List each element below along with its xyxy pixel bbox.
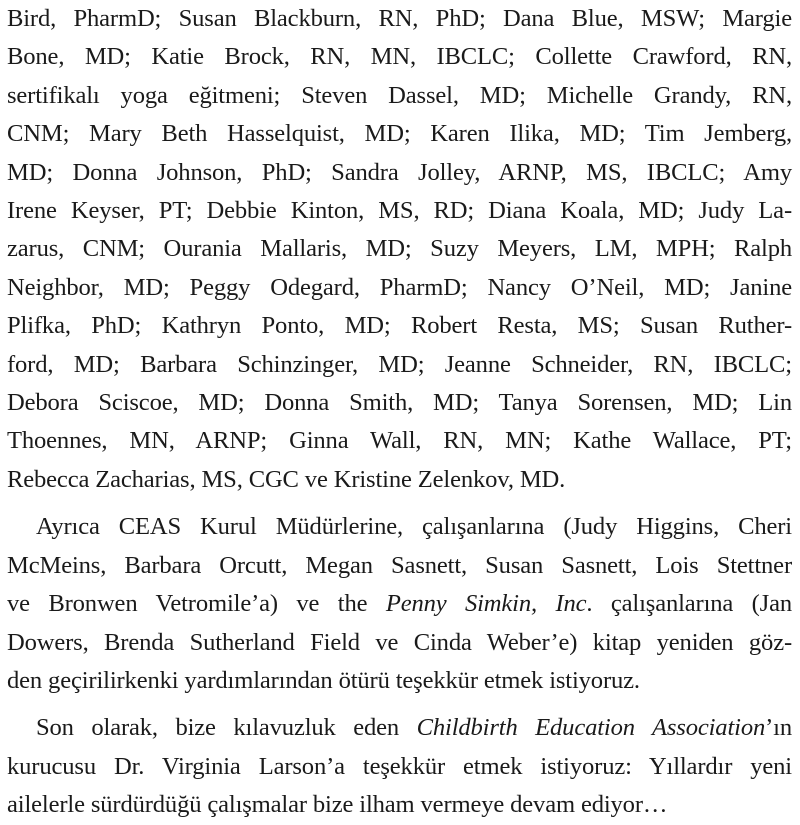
text-line: Dowers, Brenda Sutherland Field ve Cinda Weber’e) kitap yeniden göz- (7, 628, 792, 656)
association-name-italic: Childbirth Education Association (416, 714, 766, 742)
text-run: ve Bronwen Vetromile’a) ve the (7, 590, 386, 618)
text-line: Irene Keyser, PT; Debbie Kinton, MS, RD; Diana Koala, MD; Judy La- (7, 197, 792, 225)
text-line: ailelerle sürdürdüğü çalışmalar bize ilham vermeye devam ediyor… (7, 791, 668, 819)
text-run: Son olarak, bize kılavuzluk eden (36, 714, 417, 742)
text-line: Debora Sciscoe, MD; Donna Smith, MD; Tanya Sorensen, MD; Lin (7, 389, 792, 417)
text-line (7, 585, 792, 623)
text-run: . çalışanlarına (Jan (586, 590, 793, 618)
text-line: MD; Donna Johnson, PhD; Sandra Jolley, ARNP, MS, IBCLC; Amy (7, 158, 792, 186)
text-line: Ayrıca CEAS Kurul Müdürlerine, çalışanlarına (Judy Higgins, Cheri (36, 513, 792, 541)
staff-thanks-paragraph (7, 508, 792, 700)
text-line: Bone, MD; Katie Brock, RN, MN, IBCLC; Collette Crawford, RN, (7, 43, 792, 71)
text-line: McMeins, Barbara Orcutt, Megan Sasnett, Susan Sasnett, Lois Stettner (7, 551, 792, 579)
text-line: Plifka, PhD; Kathryn Ponto, MD; Robert Resta, MS; Susan Ruther- (7, 312, 792, 340)
text-line: ford, MD; Barbara Schinzinger, MD; Jeanne Schneider, RN, IBCLC; (7, 350, 792, 378)
text-line: Bird, PharmD; Susan Blackburn, RN, PhD; Dana Blue, MSW; Margie (7, 5, 792, 32)
closing-paragraph (7, 709, 792, 824)
text-line: CNM; Mary Beth Hasselquist, MD; Karen Ilika, MD; Tim Jemberg, (7, 120, 792, 148)
text-line: Neighbor, MD; Peggy Odegard, PharmD; Nancy O’Neil, MD; Janine (7, 273, 792, 301)
text-line: zarus, CNM; Ourania Mallaris, MD; Suzy Meyers, LM, MPH; Ralph (7, 235, 792, 263)
text-line: den geçirilirkenki yardımlarından ötürü teşekkür etmek istiyoruz. (7, 666, 640, 694)
text-line: Thoennes, MN, ARNP; Ginna Wall, RN, MN; Kathe Wallace, PT; (7, 427, 792, 455)
text-line: kurucusu Dr. Virginia Larson’a teşekkür etmek istiyoruz: Yıllardır yeni (7, 752, 792, 780)
text-run: ’ın (765, 714, 792, 742)
text-line (7, 709, 792, 747)
company-name-italic: Penny Simkin, Inc (385, 590, 587, 618)
text-line: sertifikalı yoga eğitmeni; Steven Dassel, MD; Michelle Grandy, RN, (7, 81, 792, 109)
text-line: Rebecca Zacharias, MS, CGC ve Kristine Zelenkov, MD. (7, 465, 566, 493)
acknowledgement-names-paragraph (7, 0, 792, 499)
